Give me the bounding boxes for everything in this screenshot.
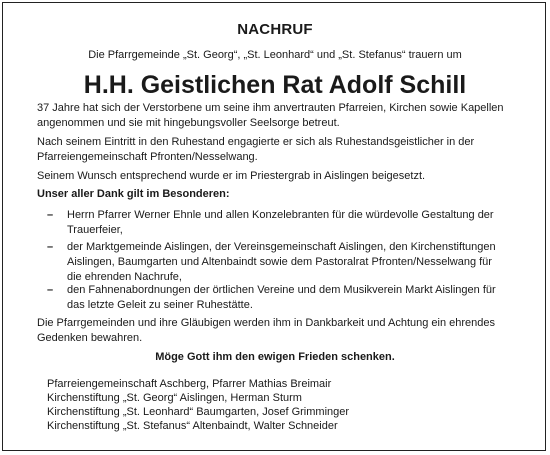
list-dash: – bbox=[47, 209, 54, 221]
signature-line: Kirchenstiftung „St. Stefanus“ Altenbaindt, Walter Schneider bbox=[47, 420, 338, 432]
paragraph-service: 37 Jahre hat sich der Verstorbene um seine ihm anvertrauten Pfarreien, Kirchen sowie Kapellen angenommen und sie mit hingebungsvoller Seelsorge betreut. bbox=[37, 102, 504, 129]
blessing-line: Möge Gott ihm den ewigen Frieden schenken. bbox=[155, 351, 395, 363]
list-item-text: der Marktgemeinde Aislingen, der Vereinsgemeinschaft Aislingen, den Kirchenstiftungen Aislingen, Baumgarten und Altenbaindt sowie dem Pastoralrat Pfronten/Nesselwang für die ehrenden Nachrufe, bbox=[67, 241, 496, 283]
signature-line: Pfarreiengemeinschaft Aschberg, Pfarrer Mathias Breimair bbox=[47, 378, 332, 390]
intro-line: Die Pfarrgemeinde „St. Georg“, „St. Leonhard“ und „St. Stefanus“ trauern um bbox=[88, 49, 462, 61]
notice-heading: NACHRUF bbox=[237, 21, 313, 38]
list-dash: – bbox=[47, 284, 54, 296]
paragraph-retirement: Nach seinem Eintritt in den Ruhestand engagierte er sich als Ruhestandsgeistlicher in der Pfarreiengemeinschaft Pfronten/Nesselwang. bbox=[37, 136, 475, 163]
list-item-text: den Fahnenabordnungen der örtlichen Vereine und dem Musikverein Markt Aislingen für das letzte Geleit zu seiner Ruhestätte. bbox=[67, 284, 496, 311]
paragraph-burial: Seinem Wunsch entsprechend wurde er im Priestergrab in Aislingen beigesetzt. bbox=[37, 170, 426, 182]
thanks-heading: Unser aller Dank gilt im Besonderen: bbox=[37, 188, 230, 200]
closing-paragraph: Die Pfarrgemeinden und ihre Gläubigen werden ihm in Dankbarkeit und Achtung ein ehrendes Gedenken bewahren. bbox=[37, 317, 496, 344]
list-dash: – bbox=[47, 241, 54, 253]
signature-line: Kirchenstiftung „St. Georg“ Aislingen, Herman Sturm bbox=[47, 392, 302, 404]
list-item-text: Herrn Pfarrer Werner Ehnle und allen Konzelebranten für die würdevolle Gestaltung der Trauerfeier, bbox=[67, 209, 494, 236]
signature-line: Kirchenstiftung „St. Leonhard“ Baumgarten, Josef Grimminger bbox=[47, 406, 350, 418]
deceased-name: H.H. Geistlichen Rat Adolf Schill bbox=[83, 71, 467, 99]
signature-block bbox=[47, 377, 507, 433]
